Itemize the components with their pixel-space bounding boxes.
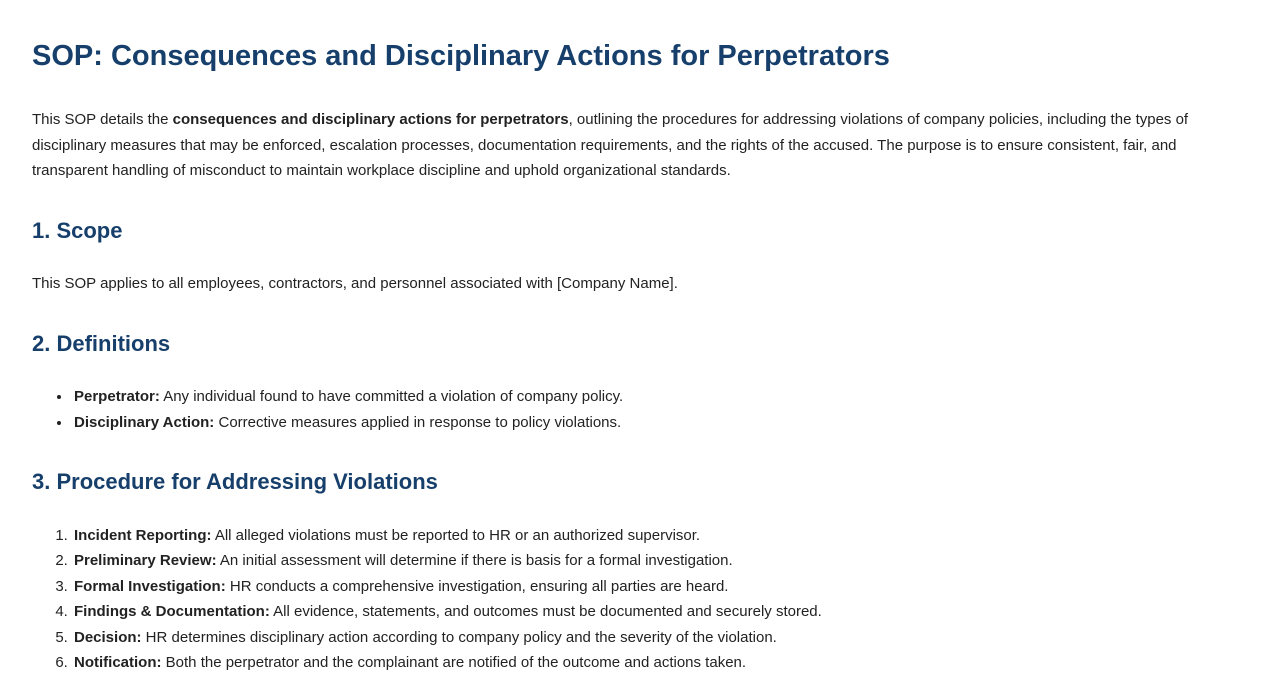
procedure-step-text: HR conducts a comprehensive investigation, ensuring all parties are heard.	[225, 577, 729, 595]
procedure-step-term: Formal Investigation:	[74, 577, 226, 595]
intro-paragraph	[32, 107, 1235, 184]
procedure-step-term: Notification:	[74, 654, 162, 672]
list-item	[72, 548, 1235, 574]
procedure-step-term: Findings & Documentation:	[74, 603, 270, 621]
procedure-step-text: Both the perpetrator and the complainant are notified of the outcome and actions taken.	[161, 654, 747, 672]
procedure-step-text: All evidence, statements, and outcomes must be documented and securely stored.	[269, 603, 822, 621]
list-item	[72, 410, 1235, 436]
list-item	[72, 650, 1235, 676]
procedure-step-term: Decision:	[74, 628, 142, 646]
intro-text-post: , outlining the procedures for addressing violations of company policies, including the types of disciplinary measures that may be enforced, escalation processes, documentation requirements, and the rights of the accused. The purpose is to ensure consistent, fair, and transparent handling of misconduct to maintain workplace discipline and uphold organizational standards.	[32, 111, 1189, 180]
sop-document	[32, 40, 1235, 676]
section-heading-procedure: 3. Procedure for Addressing Violations	[32, 469, 438, 495]
procedure-step-text: An initial assessment will determine if there is basis for a formal investigation.	[216, 552, 733, 570]
section-heading-definitions: 2. Definitions	[32, 330, 171, 356]
list-item	[72, 625, 1235, 651]
definition-term: Disciplinary Action:	[74, 413, 215, 431]
intro-text-pre: This SOP details the	[32, 111, 173, 129]
list-item	[72, 523, 1235, 549]
definition-text: Any individual found to have committed a violation of company policy.	[159, 388, 624, 406]
definition-term: Perpetrator:	[74, 388, 160, 406]
scope-paragraph: This SOP applies to all employees, contractors, and personnel associated with [Company Name].	[32, 275, 678, 293]
list-item	[72, 599, 1235, 625]
intro-text-bold: consequences and disciplinary actions for perpetrators	[172, 111, 569, 129]
procedure-list	[32, 523, 1235, 676]
section-heading-scope: 1. Scope	[32, 217, 123, 243]
definition-text: Corrective measures applied in response to policy violations.	[214, 413, 622, 431]
page-title: SOP: Consequences and Disciplinary Actions for Perpetrators	[32, 40, 890, 72]
definitions-list	[32, 384, 1235, 435]
list-item	[72, 574, 1235, 600]
procedure-step-text: HR determines disciplinary action according to company policy and the severity of the violation.	[141, 628, 777, 646]
procedure-step-term: Preliminary Review:	[74, 552, 217, 570]
list-item	[72, 384, 1235, 410]
procedure-step-term: Incident Reporting:	[74, 526, 212, 544]
procedure-step-text: All alleged violations must be reported to HR or an authorized supervisor.	[211, 526, 701, 544]
